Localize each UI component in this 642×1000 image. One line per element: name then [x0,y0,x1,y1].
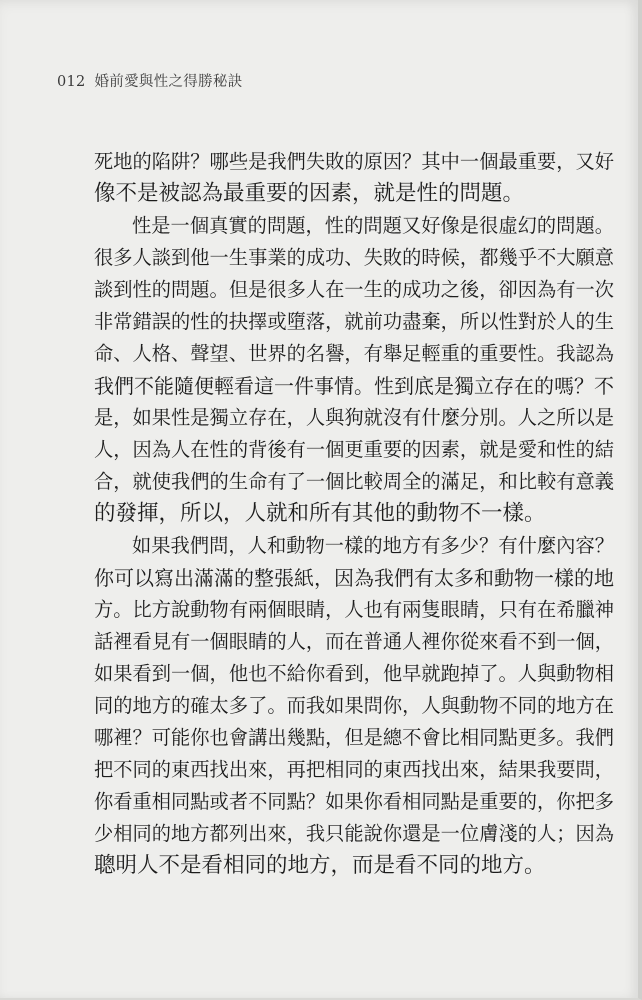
body-text [94,146,614,882]
text-line: 方。比方說動物有兩個眼睛，人也有兩隻眼睛，只有在希臘神 [94,598,614,621]
text-line: 聰明人不是看相同的地方，而是看不同的地方。 [94,853,546,878]
text-line: 你可以寫出滿滿的整張紙，因為我們有太多和動物一樣的地 [94,566,614,590]
text-line: 話裡看見有一個眼睛的人，而在普通人裡你從來看不到一個， [94,630,614,653]
text-line: 非常錯誤的性的抉擇或墮落，就前功盡棄，所以性對於人的生 [94,310,614,333]
text-line: 死地的陷阱？哪些是我們失敗的原因？其中一個最重要，又好 [94,150,614,173]
text-line: 如果看到一個，他也不給你看到，他早就跑掉了。人與動物相 [94,662,614,685]
text-line: 把不同的東西找出來，再把相同的東西找出來，結果我要問， [94,758,614,781]
text-line: 人，因為人在性的背後有一個更重要的因素，就是愛和性的結 [94,438,614,461]
text-line: 少相同的地方都列出來，我只能說你還是一位膚淺的人；因為 [94,822,614,845]
text-line: 是，如果性是獨立存在，人與狗就沒有什麼分別。人之所以是 [94,406,614,429]
text-line: 命、人格、聲望、世界的名譽，有舉足輕重的重要性。我認為 [94,342,614,365]
book-title: 婚前愛與性之得勝秘訣 [94,74,243,90]
text-line: 像不是被認為最重要的因素，就是性的問題。 [94,181,525,206]
text-line: 如果我們問，人和動物一樣的地方有多少？有什麼內容？ [132,534,614,557]
text-line: 性是一個真實的問題，性的問題又好像是很虛幻的問題。 [132,214,614,237]
text-line: 合，就使我們的生命有了一個比較周全的滿足，和比較有意義 [94,470,614,493]
text-line: 談到性的問題。但是很多人在一生的成功之後，卻因為有一次 [94,278,614,301]
running-header [57,70,243,91]
text-line: 同的地方的確太多了。而我如果問你，人與動物不同的地方在 [94,694,614,717]
text-line: 我們不能隨便輕看這一件事情。性到底是獨立存在的嗎？不 [94,374,614,398]
text-line: 很多人談到他一生事業的成功、失敗的時候，都幾乎不大願意 [94,246,614,269]
page-number: 012 [57,74,86,90]
text-line: 的發揮，所以，人就和所有其他的動物不一樣。 [94,501,546,526]
text-line: 哪裡？可能你也會講出幾點，但是總不會比相同點更多。我們 [94,726,614,749]
text-line: 你看重相同點或者不同點？如果你看相同點是重要的，你把多 [94,790,614,813]
